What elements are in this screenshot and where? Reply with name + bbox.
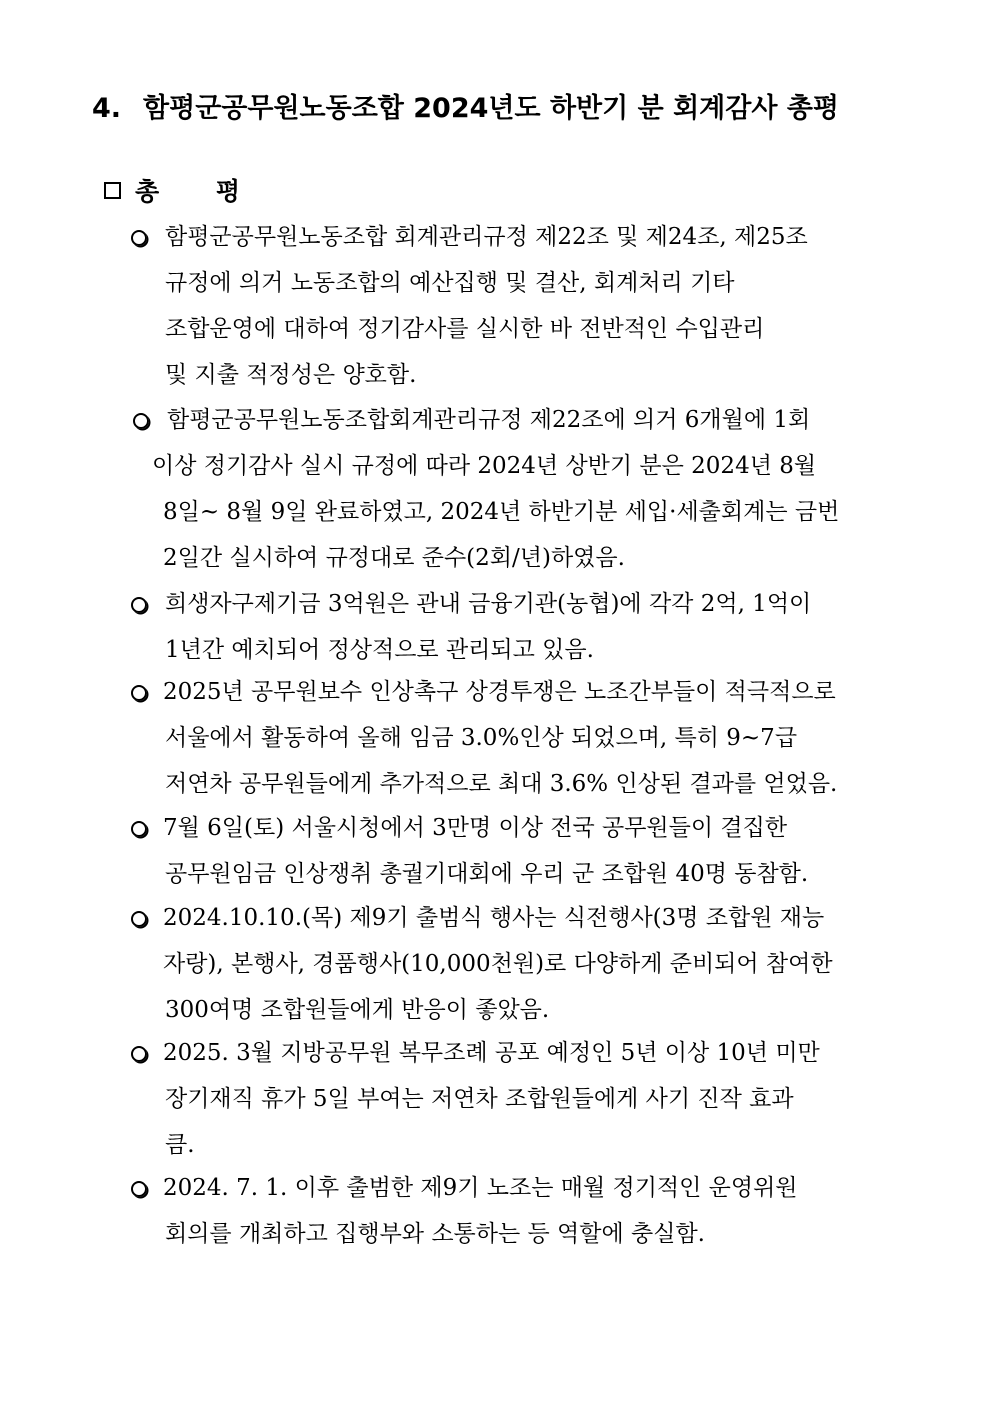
item-text-line: 7월 6일(토) 서울시청에서 3만명 이상 전국 공무원들이 결집한 [163, 815, 788, 841]
circle-bullet-icon [133, 413, 149, 429]
subsection-heading [104, 172, 264, 208]
item-text-line: 함평군공무원노동조합 회계관리규정 제22조 및 제24조, 제25조 [165, 224, 808, 250]
section-title: 함평군공무원노동조합 2024년도 하반기 분 회계감사 총평 [143, 93, 839, 124]
item-text-line: 조합운영에 대하여 정기감사를 실시한 바 전반적인 수입관리 [165, 316, 765, 342]
item-text-line: 희생자구제기금 3억원은 관내 금융기관(농협)에 각각 2억, 1억이 [165, 591, 812, 617]
subsection-title: 총 평 [135, 177, 265, 206]
circle-bullet-icon [131, 821, 147, 837]
circle-bullet-icon [131, 230, 147, 246]
circle-bullet-icon [131, 911, 147, 927]
item-text-line: 이상 정기감사 실시 규정에 따라 2024년 상반기 분은 2024년 8월 [152, 453, 817, 479]
item-text-line: 2024. 7. 1. 이후 출범한 제9기 노조는 매월 정기적인 운영위원 [163, 1175, 798, 1201]
item-text-line: 규정에 의거 노동조합의 예산집행 및 결산, 회계처리 기타 [165, 270, 735, 296]
circle-bullet-icon [131, 1181, 147, 1197]
item-text-line: 함평군공무원노동조합회계관리규정 제22조에 의거 6개월에 1회 [167, 407, 811, 433]
item-text-line: 회의를 개최하고 집행부와 소통하는 등 역할에 충실함. [165, 1221, 705, 1247]
item-text-line: 2일간 실시하여 규정대로 준수(2회/년)하였음. [163, 545, 625, 571]
item-text-line: 8일~ 8월 9일 완료하였고, 2024년 하반기분 세입·세출회계는 금번 [163, 499, 840, 525]
item-text-line: 2024.10.10.(목) 제9기 출범식 행사는 식전행사(3명 조합원 재능 [163, 905, 825, 931]
item-text-line: 큼. [165, 1132, 195, 1158]
item-text-line: 장기재직 휴가 5일 부여는 저연차 조합원들에게 사기 진작 효과 [165, 1086, 794, 1112]
circle-bullet-icon [131, 685, 147, 701]
item-text-line: 서울에서 활동하여 올해 임금 3.0%인상 되었으며, 특히 9~7급 [165, 725, 798, 751]
item-text-line: 2025. 3월 지방공무원 복무조례 공포 예정인 5년 이상 10년 미만 [163, 1040, 820, 1066]
section-number: 4. [92, 93, 122, 124]
item-text-line: 및 지출 적정성은 양호함. [165, 362, 417, 388]
item-text-line: 공무원임금 인상쟁취 총궐기대회에 우리 군 조합원 40명 동참함. [165, 861, 809, 887]
square-bullet-icon [104, 182, 121, 199]
section-heading [92, 86, 839, 125]
circle-bullet-icon [131, 597, 147, 613]
item-text-line: 자랑), 본행사, 경품행사(10,000천원)로 다양하게 준비되어 참여한 [163, 951, 833, 977]
item-text-line: 2025년 공무원보수 인상촉구 상경투쟁은 노조간부들이 적극적으로 [163, 679, 836, 705]
circle-bullet-icon [131, 1046, 147, 1062]
item-text-line: 300여명 조합원들에게 반응이 좋았음. [165, 997, 550, 1023]
item-text-line: 1년간 예치되어 정상적으로 관리되고 있음. [165, 637, 594, 663]
item-text-line: 저연차 공무원들에게 추가적으로 최대 3.6% 인상된 결과를 얻었음. [165, 771, 838, 797]
